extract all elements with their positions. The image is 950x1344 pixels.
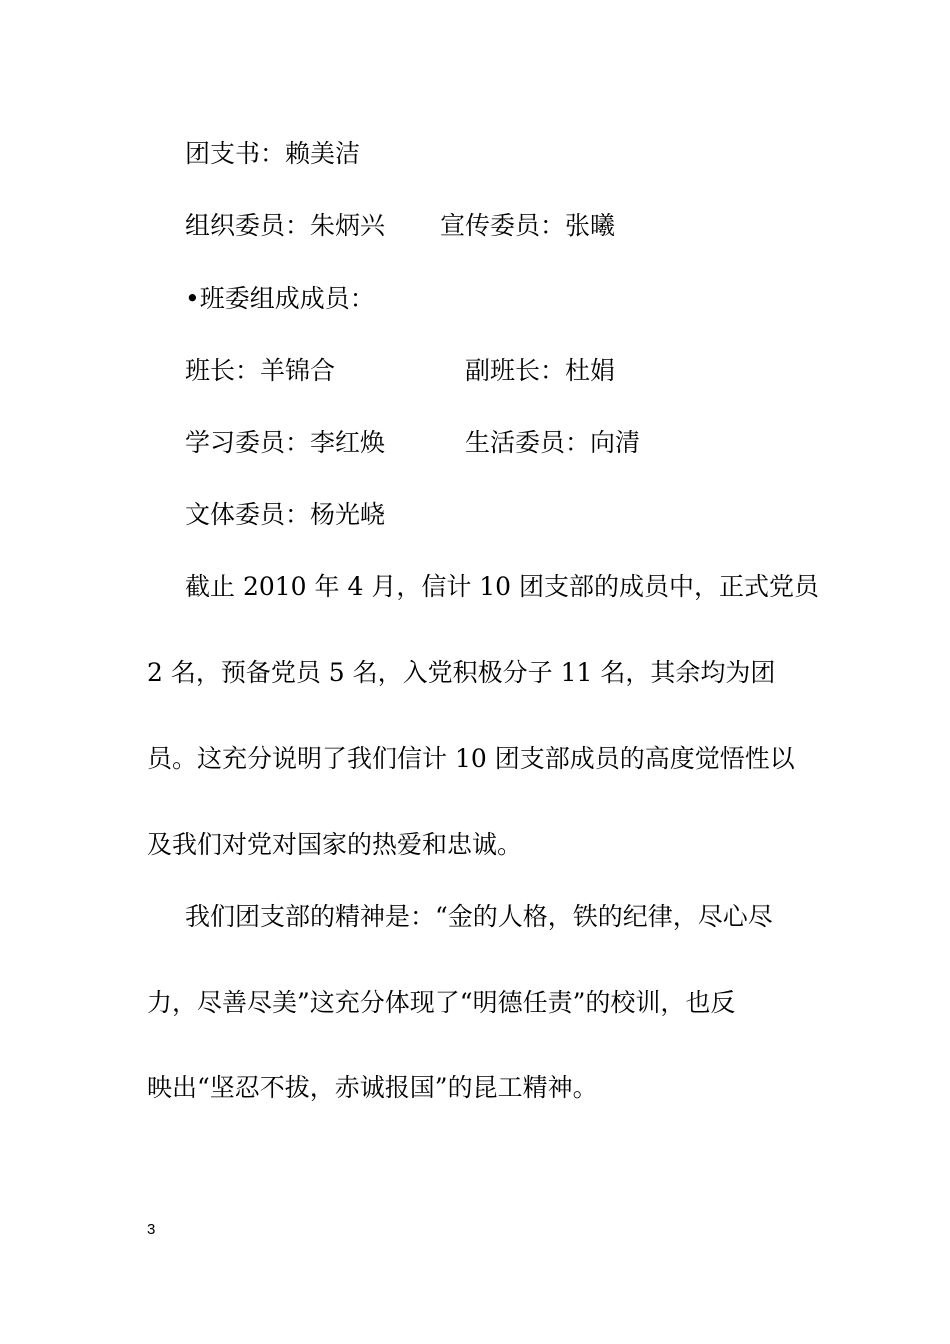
page-number: 3 xyxy=(147,1221,156,1238)
paragraph-1-line-3: 员。这充分说明了我们信计 10 团支部成员的高度觉悟性以 xyxy=(147,744,795,773)
paragraph-1-line-4: 及我们对党对国家的热爱和忠诚。 xyxy=(147,830,523,859)
secretary-line: 团支书：赖美洁 xyxy=(185,139,361,168)
publicity-member-line: 宣传委员：张曦 xyxy=(440,211,616,240)
vice-monitor-line: 副班长：杜娟 xyxy=(465,356,616,385)
sports-member-line: 文体委员：杨光峣 xyxy=(185,500,386,529)
study-member-line: 学习委员：李红焕 xyxy=(185,428,386,457)
paragraph-2-line-1: 我们团支部的精神是：“金的人格，铁的纪律，尽心尽 xyxy=(185,902,773,931)
organization-member-line: 组织委员：朱炳兴 xyxy=(185,211,386,240)
paragraph-2-line-3: 映出“坚忍不拔，赤诚报国”的昆工精神。 xyxy=(147,1073,598,1102)
paragraph-1-line-1: 截止 2010 年 4 月，信计 10 团支部的成员中，正式党员 xyxy=(185,572,820,601)
paragraph-2-line-2: 力，尽善尽美”这充分体现了“明德任责”的校训，也反 xyxy=(147,988,736,1017)
paragraph-1-line-2: 2 名，预备党员 5 名，入党积极分子 11 名，其余均为团 xyxy=(147,658,776,687)
class-committee-heading: •班委组成成员： xyxy=(185,284,375,313)
life-member-line: 生活委员：向清 xyxy=(465,428,641,457)
monitor-line: 班长：羊锦合 xyxy=(185,356,336,385)
